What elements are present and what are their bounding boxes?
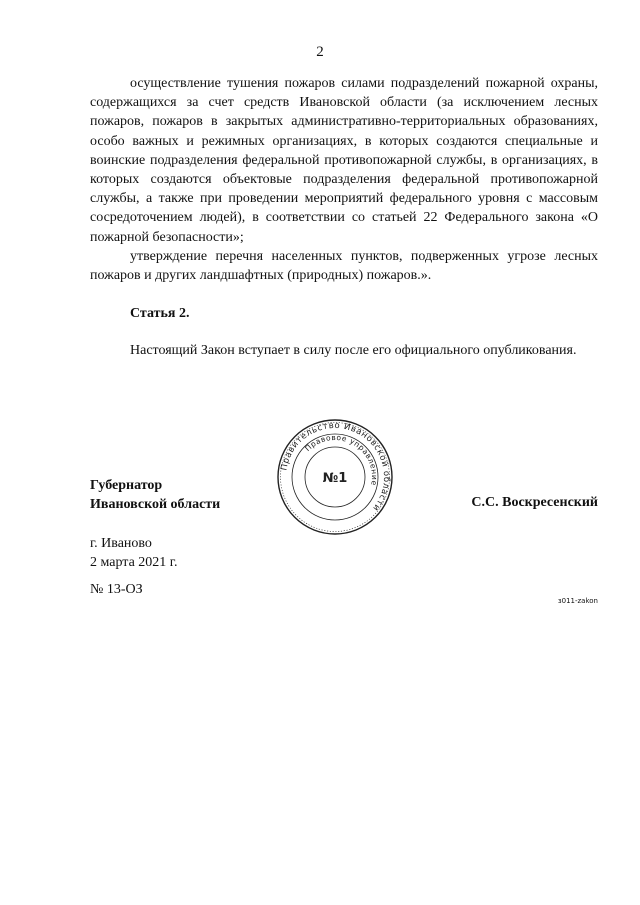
article-text: Настоящий Закон вступает в силу после его официального опубликования.: [130, 343, 577, 358]
official-seal: [276, 418, 394, 536]
signatory-name: С.С. Воскресенский: [471, 495, 598, 510]
seal-number: №1: [322, 471, 348, 486]
seal-inner-text: Правовое управление: [303, 432, 380, 487]
article-heading: Статья 2.: [130, 306, 190, 321]
governor-title: [90, 476, 220, 514]
date: 2 марта 2021 г.: [90, 555, 178, 570]
place-and-date: [90, 534, 177, 572]
seal-outer-text: Правительство Ивановской области: [279, 420, 392, 513]
city: г. Иваново: [90, 536, 152, 551]
governor-title-line1: Губернатор: [90, 478, 163, 493]
paragraph-settlements: утверждение перечня населенных пунктов, подверженных угрозе лесных пожаров и других ландшафтных (природных) пожаров.».: [90, 248, 598, 284]
file-code: з011-zakon: [557, 597, 598, 605]
page-number: 2: [316, 44, 324, 60]
body-text: [90, 74, 598, 285]
paragraph-firefighting: осуществление тушения пожаров силами подразделений пожарной охраны, содержащихся за счет средств Ивановской области (за исключением лесных пожаров, пожаров в закрытых административно-территориальных образованиях, особо важных и режимных организациях, в которых создаются специальные и воинские подразделения федеральной противопожарной службы, в организациях, в которых создаются объектовые подразделения федеральной противопожарной службы, а также при проведении мероприятий федерального уровня с массовым сосредоточением людей), в соответствии со статьей 22 Федерального закона «О пожарной безопасности»;: [90, 76, 598, 245]
law-number: № 13-ОЗ: [90, 582, 143, 597]
governor-title-line2: Ивановской области: [90, 497, 221, 512]
